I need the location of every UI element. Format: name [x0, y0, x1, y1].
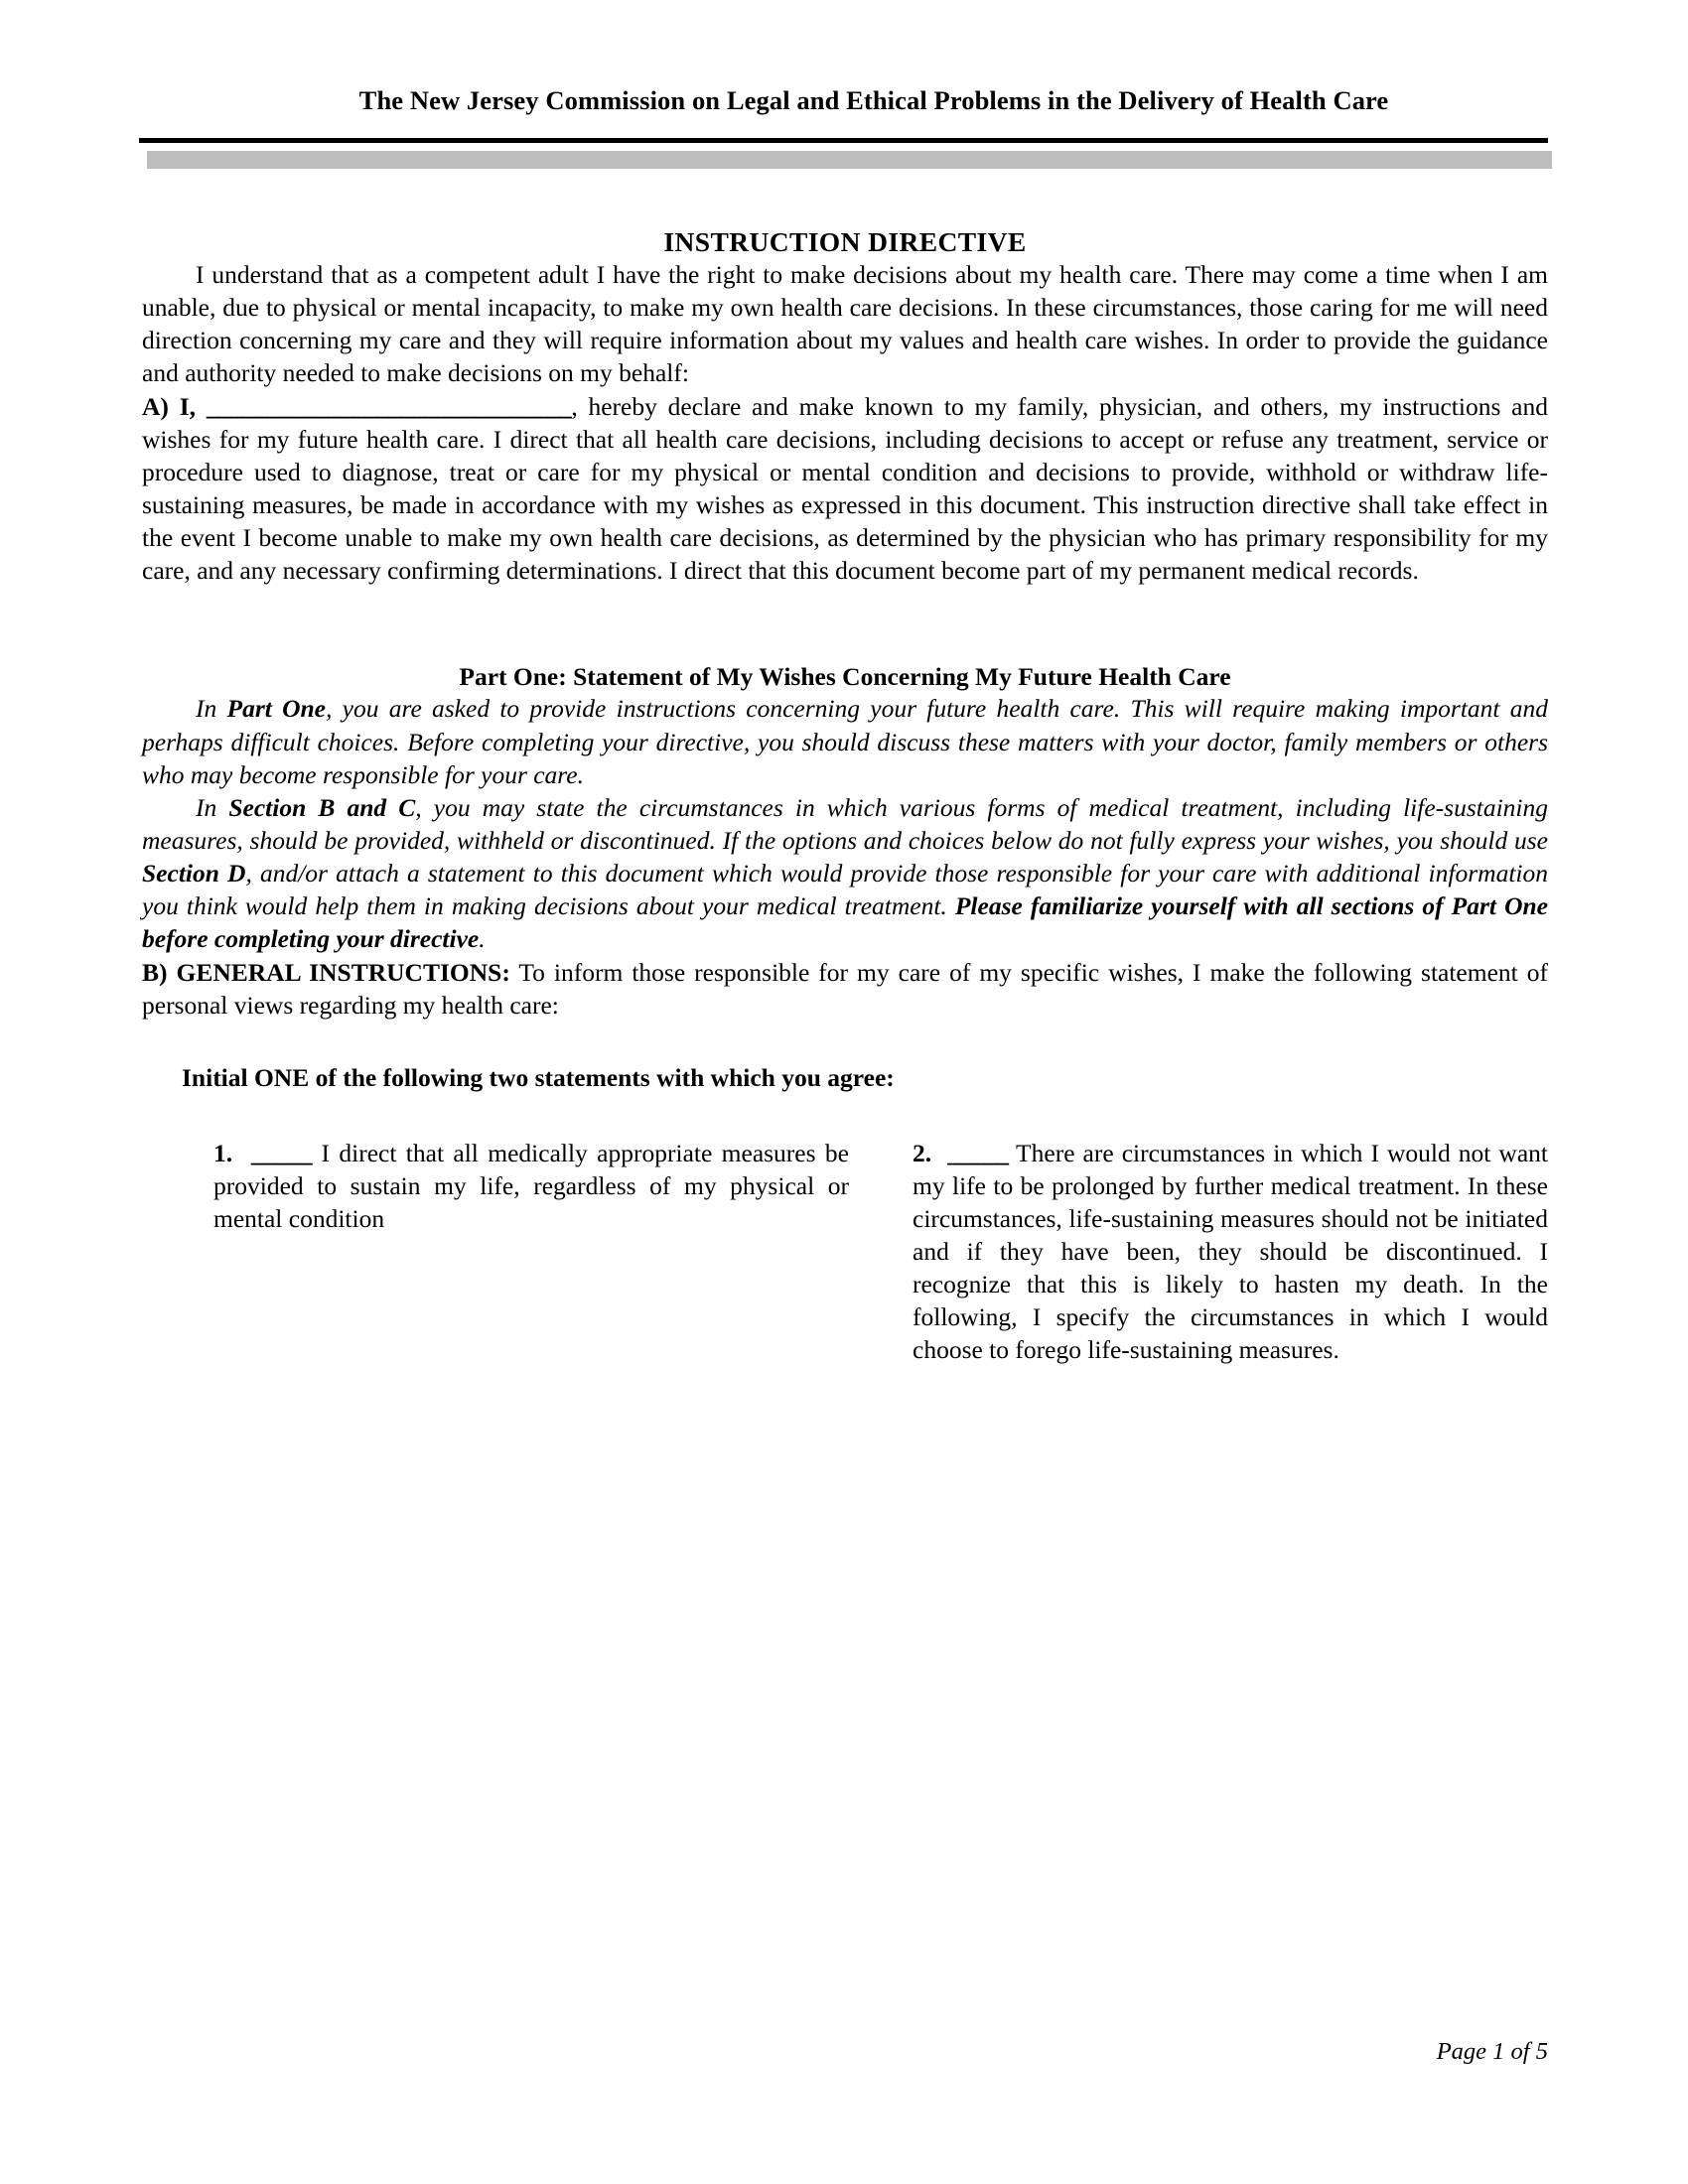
page-title: INSTRUCTION DIRECTIVE: [663, 226, 1027, 257]
section-b-paragraph: [142, 956, 1548, 1022]
statement-columns: [213, 1137, 1548, 1366]
part-one-heading: Part One: Statement of My Wishes Concerning My Future Health Care: [459, 662, 1231, 692]
statement-2-initial-blank[interactable]: _____: [947, 1138, 1009, 1167]
section-a-name-blank[interactable]: ______________________________: [206, 391, 572, 421]
guidance-lead: In: [196, 694, 227, 724]
guidance-emphasis-part-one: Part One: [226, 694, 327, 724]
sections-mid-1: , you may state the circumstances in which various forms of medical treatment, including life-sustaining measures, should be provided, withheld or discontinued. If the options and choices below do not fully express your wishes, you should use: [142, 792, 1548, 855]
sections-guidance-paragraph: [142, 791, 1548, 956]
guidance-rest: , you are asked to provide instructions concerning your future health care. This will require making important and perhaps difficult choices. Before completing your directive, you should discuss these matters with your doctor, family members or others who may become responsible for your care.: [142, 694, 1549, 789]
statement-1-number: 1.: [213, 1138, 233, 1167]
sections-lead: In: [196, 792, 229, 822]
part-one-guidance-paragraph: [142, 692, 1548, 790]
section-b-label: B) GENERAL INSTRUCTIONS:: [142, 957, 510, 987]
intro-paragraph: I understand that as a competent adult I have the right to make decisions about my health care. There may come a time when I am unable, due to physical or mental incapacity, to make my own health care decisions. In these circumstances, those caring for me will need direction concerning my care and they will require information about my values and health care wishes. In order to provide the guidance and authority needed to make decisions on my behalf:: [142, 260, 1548, 388]
statement-1-text: I direct that all medically appropriate measures be provided to sustain my life, regardless of my physical or mental condition: [213, 1138, 849, 1233]
sections-tail: .: [479, 924, 486, 954]
statement-2-number: 2.: [913, 1138, 932, 1167]
header-title: The New Jersey Commission on Legal and Ethical Problems in the Delivery of Health Care: [358, 85, 1389, 115]
page-footer: Page 1 of 5: [1436, 2038, 1548, 2065]
section-a-label: A) I,: [142, 391, 197, 421]
sections-mid-2: , and/or attach a statement to this document which would provide those responsible for your care with additional information you think would help them in making decisions about your medical treatment.: [142, 859, 1548, 921]
section-a-text: , hereby declare and make known to my family, physician, and others, my instructions and wishes for my future health care. I direct that all health care decisions, including decisions to accept or refuse any treatment, service or procedure used to diagnose, treat or care for my physical or mental condition and decisions to provide, withhold or withdraw life-sustaining measures, be made in accordance with my wishes as expressed in this document. This instruction directive shall take effect in the event I become unable to make my own health care decisions, as determined by the physician who has primary responsibility for my care, and any necessary confirming determinations. I direct that this document become part of my permanent medical records.: [142, 391, 1548, 586]
sections-emphasis-bc: Section B and C: [228, 792, 416, 822]
statement-1-initial-blank[interactable]: _____: [250, 1138, 313, 1167]
document-content: [142, 0, 1548, 1366]
initial-instruction: Initial ONE of the following two statements with which you agree:: [182, 1062, 895, 1092]
sections-emphasis-d: Section D: [142, 859, 246, 888]
section-b-text: To inform those responsible for my care of my specific wishes, I make the following statement of personal views regarding my health care:: [142, 957, 1548, 1020]
sections-emphasis-familiarize: Please familiarize yourself with all sections of Part One before completing your directive: [142, 891, 1548, 954]
section-a-paragraph: [142, 390, 1548, 588]
statement-2-text: There are circumstances in which I would not want my life to be prolonged by further medical treatment. In these circumstances, life-sustaining measures should not be initiated and if they have been, they should be discontinued. I recognize that this is likely to hasten my death. In the following, I specify the circumstances in which I would choose to forego life-sustaining measures.: [913, 1138, 1548, 1364]
statement-option-1: [213, 1137, 849, 1366]
statement-option-2: [913, 1137, 1548, 1366]
